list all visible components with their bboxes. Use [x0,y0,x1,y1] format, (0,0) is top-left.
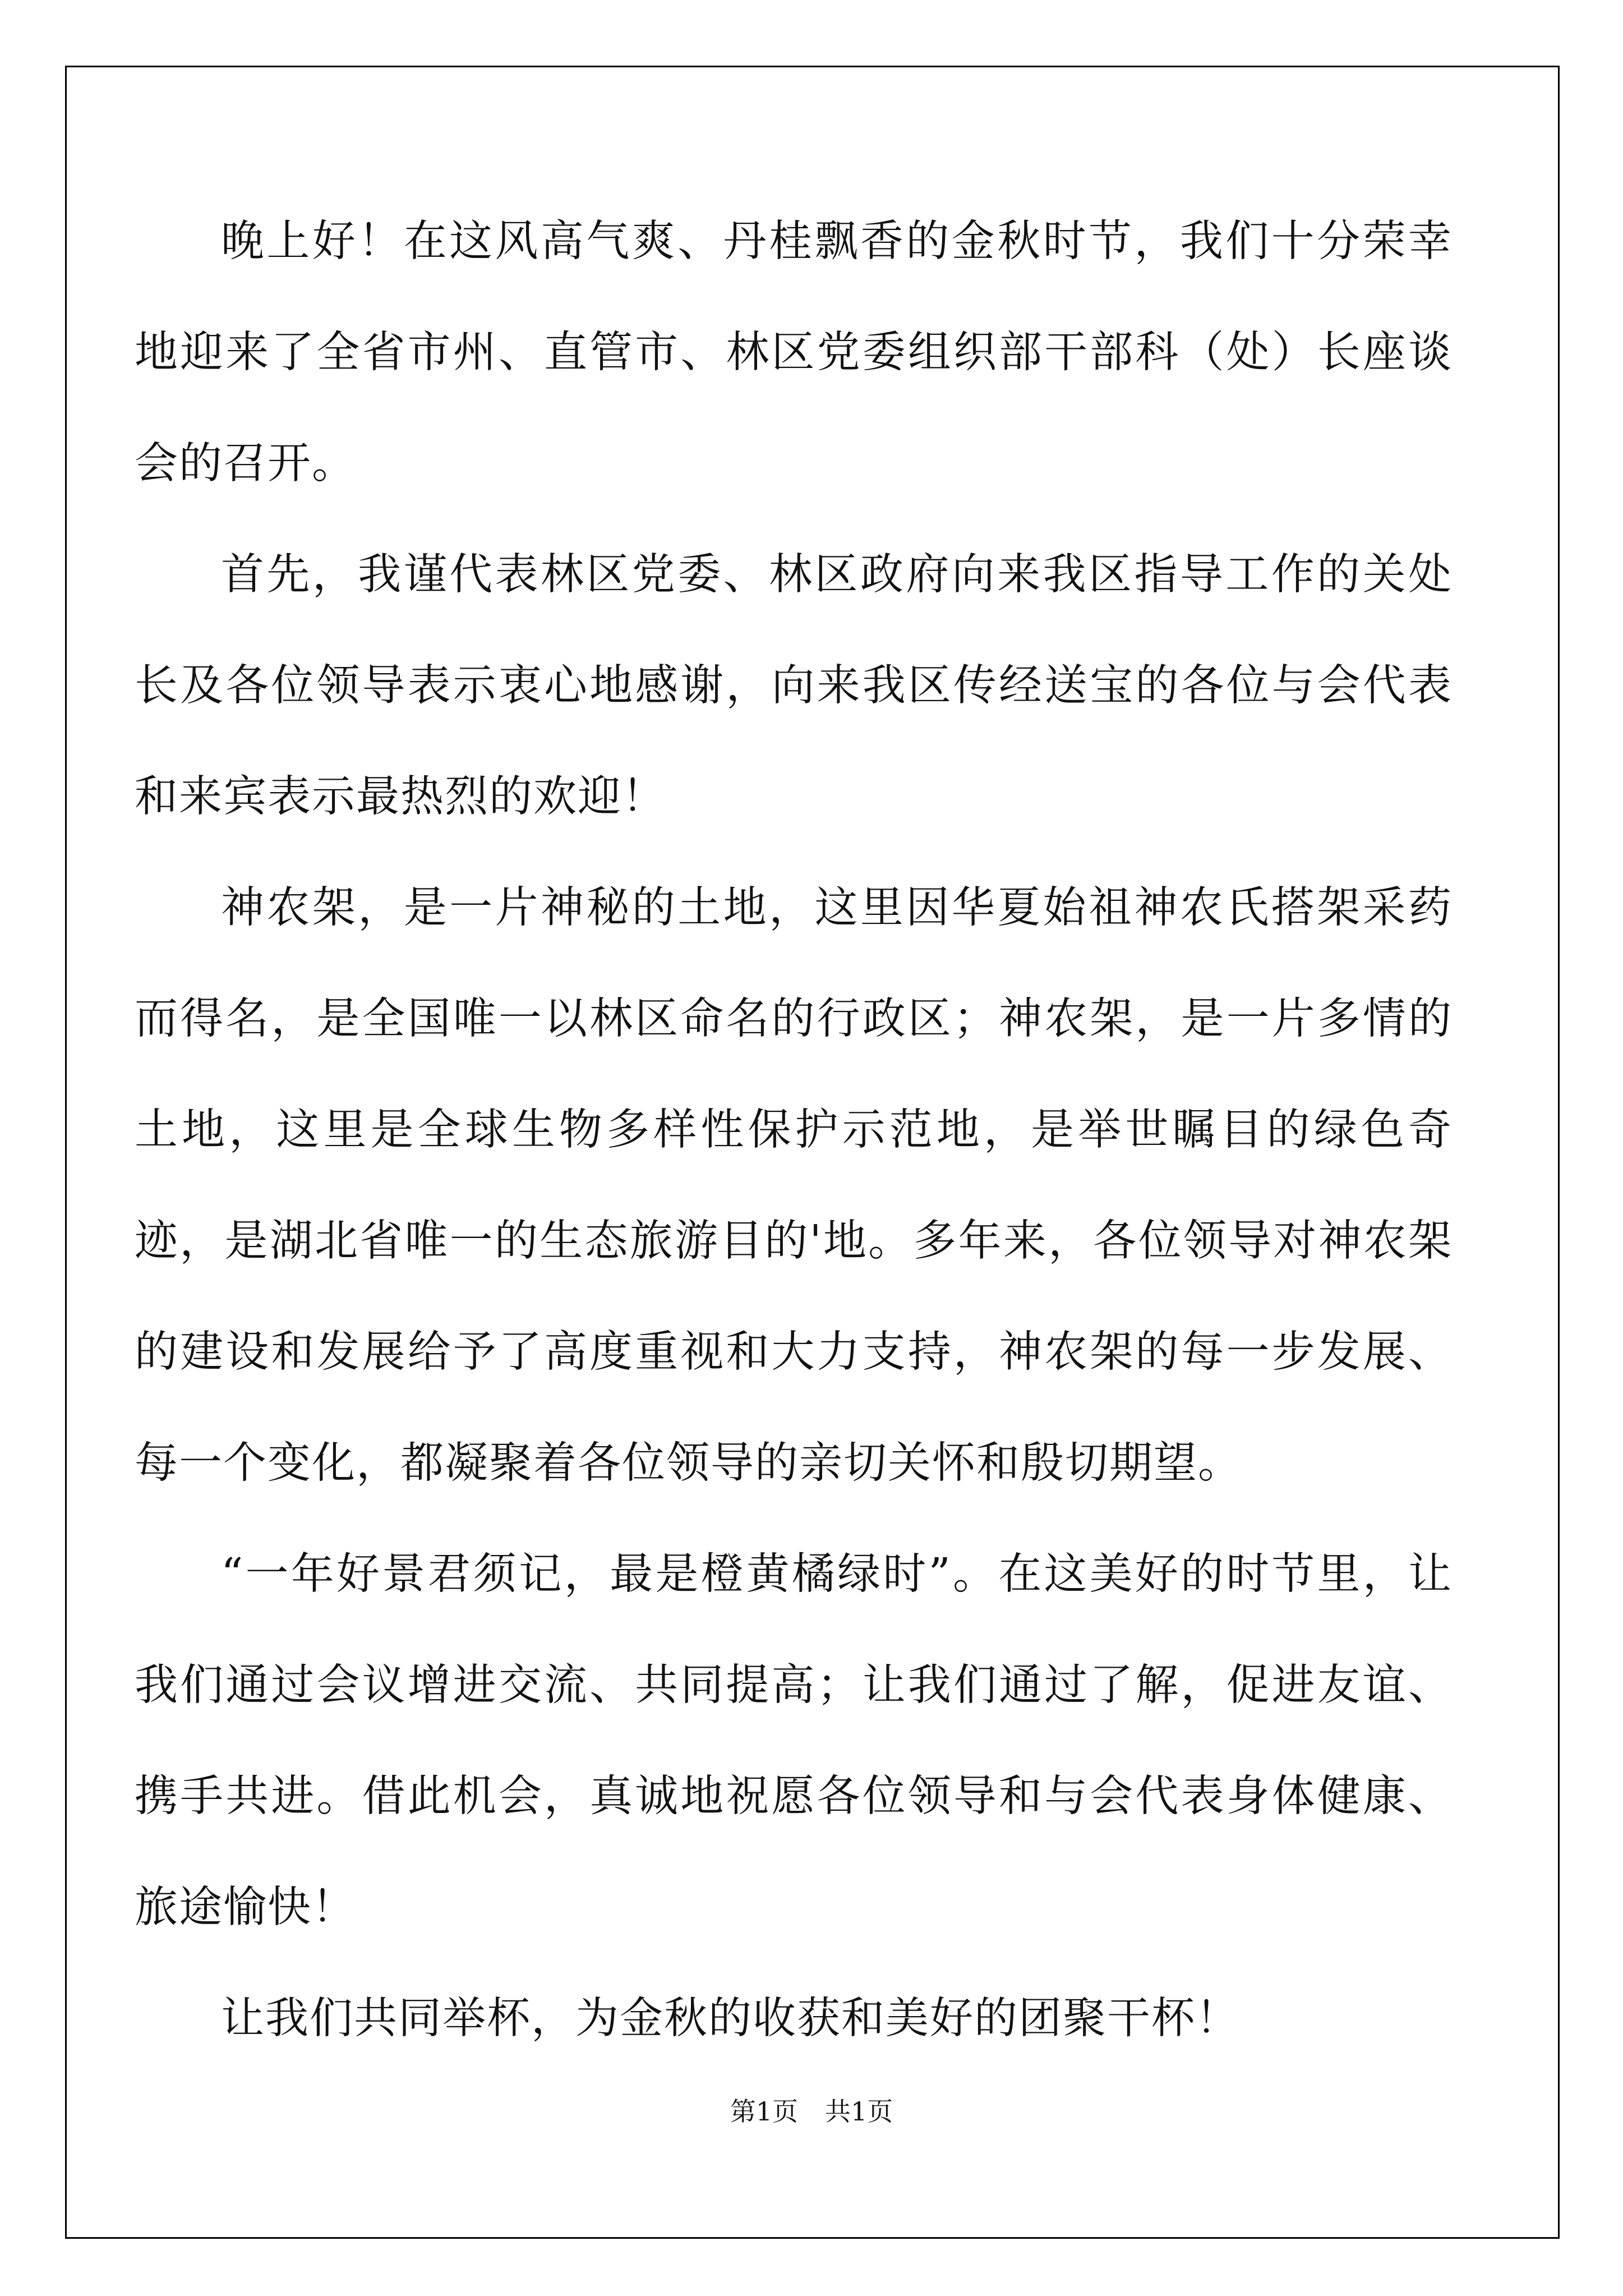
paragraph-thanks: 首先，我谨代表林区党委、林区政府向来我区指导工作的关处长及各位领导表示衷心地感谢，向来我区传经送宝的各位与会代表和来宾表示最热烈的欢迎！ [135,550,1453,822]
paragraph-wishes: “一年好景君须记，最是橙黄橘绿时”。在这美好的时节里，让我们通过会议增进交流、共同提高；让我们通过了解，促进友谊、携手共进。借此机会，真诚地祝愿各位领导和与会代表身体健康、旅途愉快！ [135,1549,1453,1932]
document-body [135,186,1453,2074]
page-footer [0,2091,1623,2128]
paragraph-toast: 让我们共同举杯，为金秋的收获和美好的团聚干杯！ [221,1994,1240,2044]
paragraph-shennongjia: 神农架，是一片神秘的土地，这里因华夏始祖神农氏搭架采药而得名，是全国唯一以林区命名的行政区；神农架，是一片多情的土地，这里是全球生物多样性保护示范地，是举世瞩目的绿色奇迹，是湖北省唯一的生态旅游目的'地。多年来，各位领导对神农架的建设和发展给予了高度重视和大力支持，神农架的每一步发展、每一个变化，都凝聚着各位领导的亲切关怀和殷切期望。 [135,883,1453,1488]
current-page-label: 第1页 [730,2096,798,2127]
total-pages-label: 共1页 [825,2096,893,2127]
paragraph-greeting: 晚上好！在这风高气爽、丹桂飘香的金秋时节，我们十分荣幸地迎来了全省市州、直管市、林区党委组织部干部科（处）长座谈会的召开。 [135,217,1453,489]
